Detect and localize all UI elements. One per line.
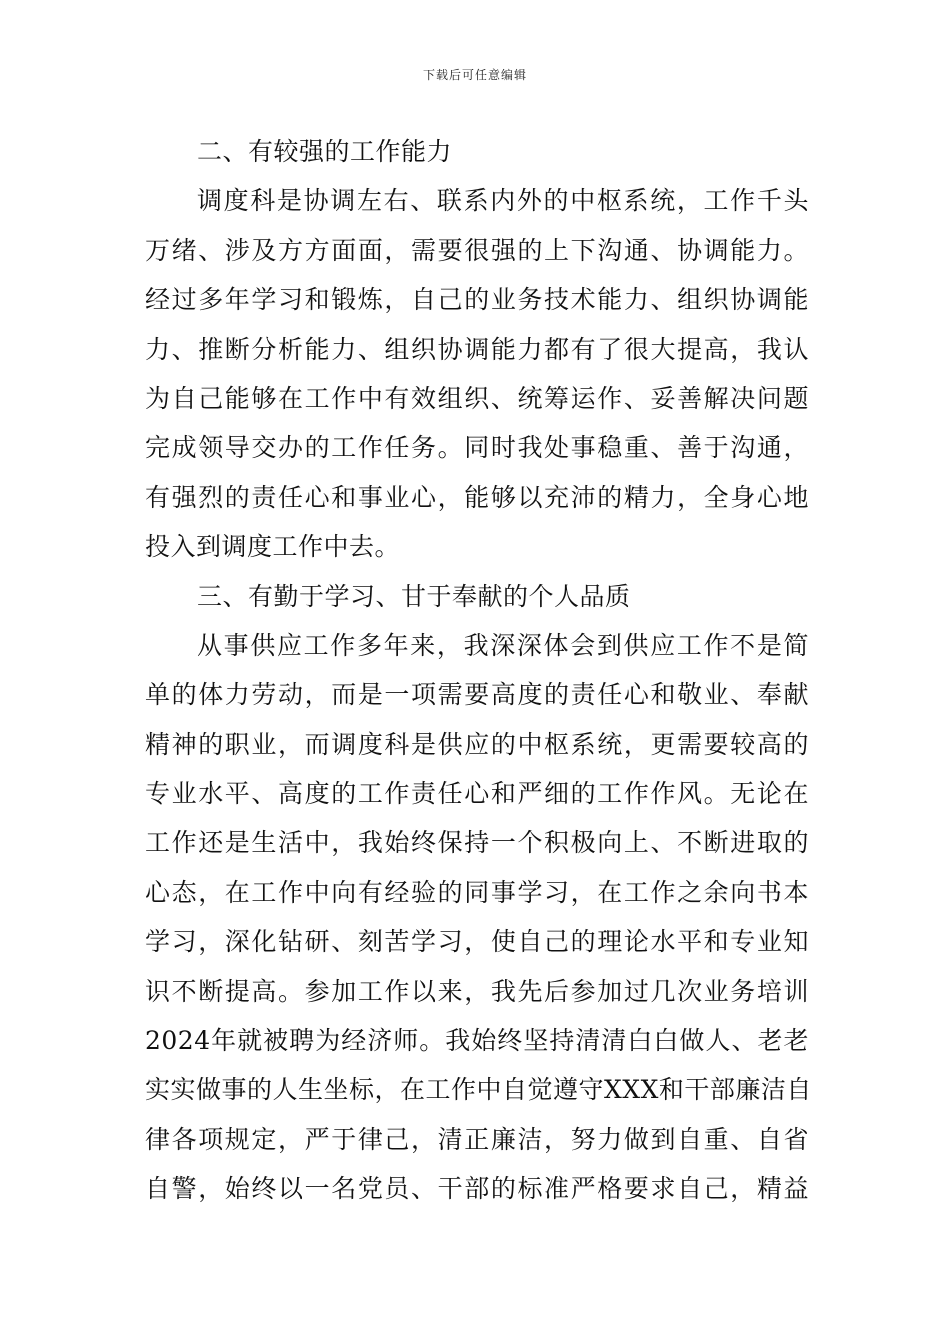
paragraph-line: 律各项规定，严于律己，清正廉洁，努力做到自重、自省	[145, 1124, 809, 1154]
paragraph-line: 力、推断分析能力、组织协调能力都有了很大提高，我认	[145, 334, 809, 364]
paragraph-line: 实实做事的人生坐标，在工作中自觉遵守XXX和干部廉洁自	[145, 1075, 812, 1105]
paragraph-line: 2024年就被聘为经济师。我始终坚持清清白白做人、老老	[145, 1026, 809, 1056]
paragraph-line: 识不断提高。参加工作以来，我先后参加过几次业务培训	[145, 976, 809, 1006]
section-heading: 二、有较强的工作能力	[197, 137, 453, 166]
paragraph-line: 心态，在工作中向有经验的同事学习，在工作之余向书本	[145, 877, 809, 907]
paragraph-line: 有强烈的责任心和事业心，能够以充沛的精力，全身心地	[145, 482, 809, 512]
paragraph-line: 自警，始终以一名党员、干部的标准严格要求自己，精益	[145, 1174, 809, 1204]
document-body	[145, 127, 812, 1214]
paragraph-line: 经过多年学习和锻炼，自己的业务技术能力、组织协调能	[145, 285, 809, 315]
paragraph-line: 投入到调度工作中去。	[145, 532, 401, 562]
paragraph-line: 万绪、涉及方方面面，需要很强的上下沟通、协调能力。	[145, 235, 809, 265]
paragraph-line: 精神的职业，而调度科是供应的中枢系统，更需要较高的	[145, 729, 809, 759]
section-heading: 三、有勤于学习、甘于奉献的个人品质	[197, 581, 631, 611]
paragraph-line: 调度科是协调左右、联系内外的中枢系统，工作千头	[197, 186, 809, 216]
paragraph-line: 为自己能够在工作中有效组织、统筹运作、妥善解决问题	[145, 383, 809, 413]
paragraph-line: 单的体力劳动，而是一项需要高度的责任心和敬业、奉献	[145, 680, 809, 710]
paragraph-line: 学习，深化钻研、刻苦学习，使自己的理论水平和专业知	[145, 927, 809, 957]
paragraph-line: 从事供应工作多年来，我深深体会到供应工作不是简	[197, 630, 809, 660]
paragraph-line: 工作还是生活中，我始终保持一个积极向上、不断进取的	[145, 828, 809, 858]
header-note: 下载后可任意编辑	[422, 68, 527, 82]
paragraph-line: 完成领导交办的工作任务。同时我处事稳重、善于沟通，	[145, 433, 809, 463]
paragraph-line: 专业水平、高度的工作责任心和严细的工作作风。无论在	[145, 779, 809, 809]
